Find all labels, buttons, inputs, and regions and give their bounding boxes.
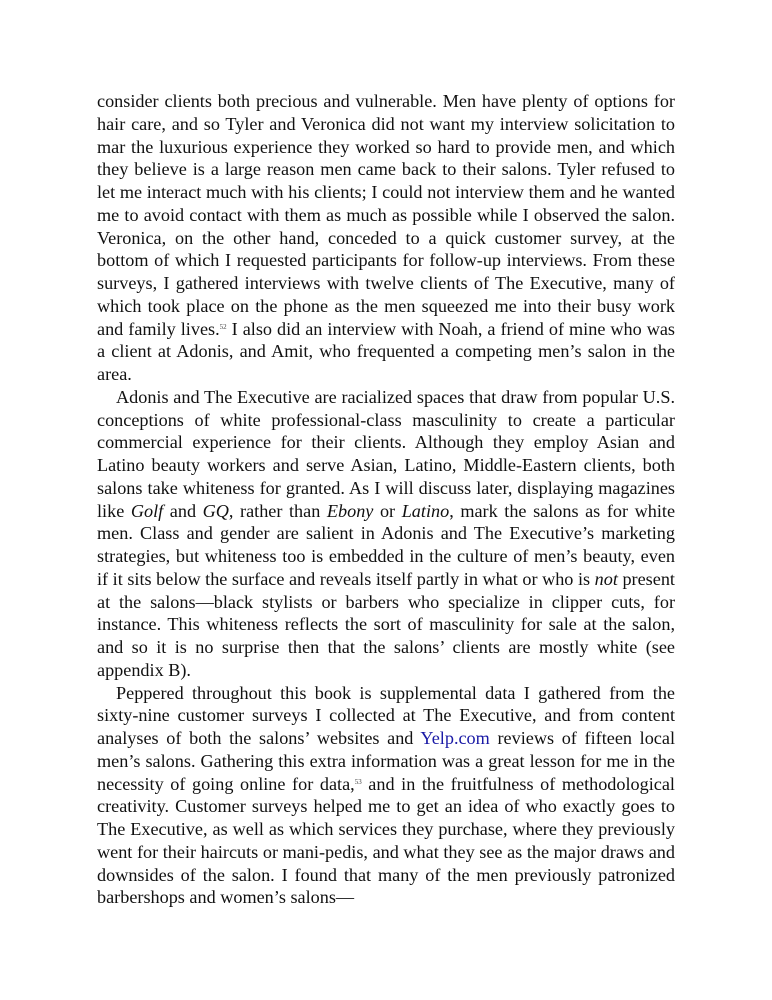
magazine-title-latino: Latino bbox=[401, 500, 450, 521]
paragraph-1-text-1: consider clients both precious and vulnerable. Men have plenty of options for hair care, and so Tyler and Veronica did not want my interview solicitation to mar the luxurious experience they worked so hard to provide men, and which they believe is a large reason men came back to their salons. Tyler refused to let me interact much with his clients; I could not interview them and he wanted me to avoid contact with them as much as possible while I observed the salon. Veronica, on the other hand, conceded to a quick customer survey, at the bottom of which I requested participants for follow-up interviews. From these surveys, I gathered interviews with twelve clients of The Executive, many of which took place on the phone as the men squeezed me into their busy work and family lives. bbox=[97, 91, 675, 339]
magazine-title-ebony: Ebony bbox=[326, 500, 374, 521]
magazine-title-gq: GQ bbox=[202, 500, 229, 521]
footnote-marker-53[interactable]: 53 bbox=[354, 777, 362, 786]
paragraph-2-text-4: or bbox=[373, 500, 402, 521]
paragraph-2-text-1: Adonis and The Executive are racialized spaces that draw from popular U.S. conceptions of white professional-class masculinity to create a particular commercial experience for their clients. Although they employ Asian and Latino beauty workers and serve Asian, Latino, Middle-Eastern clients, both salons take whiteness for granted. As I will discuss later, displaying magazines like bbox=[97, 386, 675, 521]
paragraph-2-text-2: and bbox=[163, 500, 203, 521]
paragraph-1-text-2: I also did an interview with Noah, a friend of mine who was a client at Adonis, and Amit, who frequented a competing men’s salon in the area. bbox=[97, 318, 675, 384]
emphasis-not: not bbox=[594, 568, 618, 589]
magazine-title-golf: Golf bbox=[130, 500, 164, 521]
yelp-link[interactable]: Yelp.com bbox=[420, 728, 490, 748]
paragraph-2 bbox=[97, 386, 675, 682]
paragraph-3-text-3: and in the fruitfulness of methodological creativity. Customer surveys helped me to get an idea of who exactly goes to The Executive, as well as which services they purchase, where they previously went for their haircuts or mani-pedis, and what they see as the major draws and downsides of the salon. I found that many of the men previously patronized barbershops and women’s salons— bbox=[97, 773, 675, 908]
paragraph-2-text-5: , mark the salons as for white men. Class and gender are salient in Adonis and The Executive’s marketing strategies, but whiteness too is embedded in the culture of men’s beauty, even if it sits below the surface and reveals itself partly in what or who is bbox=[97, 500, 676, 589]
paragraph-1 bbox=[97, 90, 675, 386]
page-body bbox=[97, 90, 675, 909]
paragraph-3 bbox=[97, 682, 675, 910]
paragraph-2-text-3: , rather than bbox=[228, 500, 327, 521]
paragraph-3-text-2: reviews of fifteen local men’s salons. Gathering this extra information was a great lesson for me in the necessity of going online for data, bbox=[97, 728, 676, 794]
paragraph-3-text-1: Peppered throughout this book is supplemental data I gathered from the sixty-nine customer surveys I collected at The Executive, and from content analyses of both the salons’ websites and bbox=[97, 682, 675, 748]
paragraph-2-text-6: present at the salons—black stylists or barbers who specialize in clipper cuts, for instance. This whiteness reflects the sort of masculinity for sale at the salon, and so it is no surprise then that the salons’ clients are mostly white (see appendix B). bbox=[97, 568, 675, 680]
footnote-marker-52[interactable]: 52 bbox=[219, 322, 227, 331]
